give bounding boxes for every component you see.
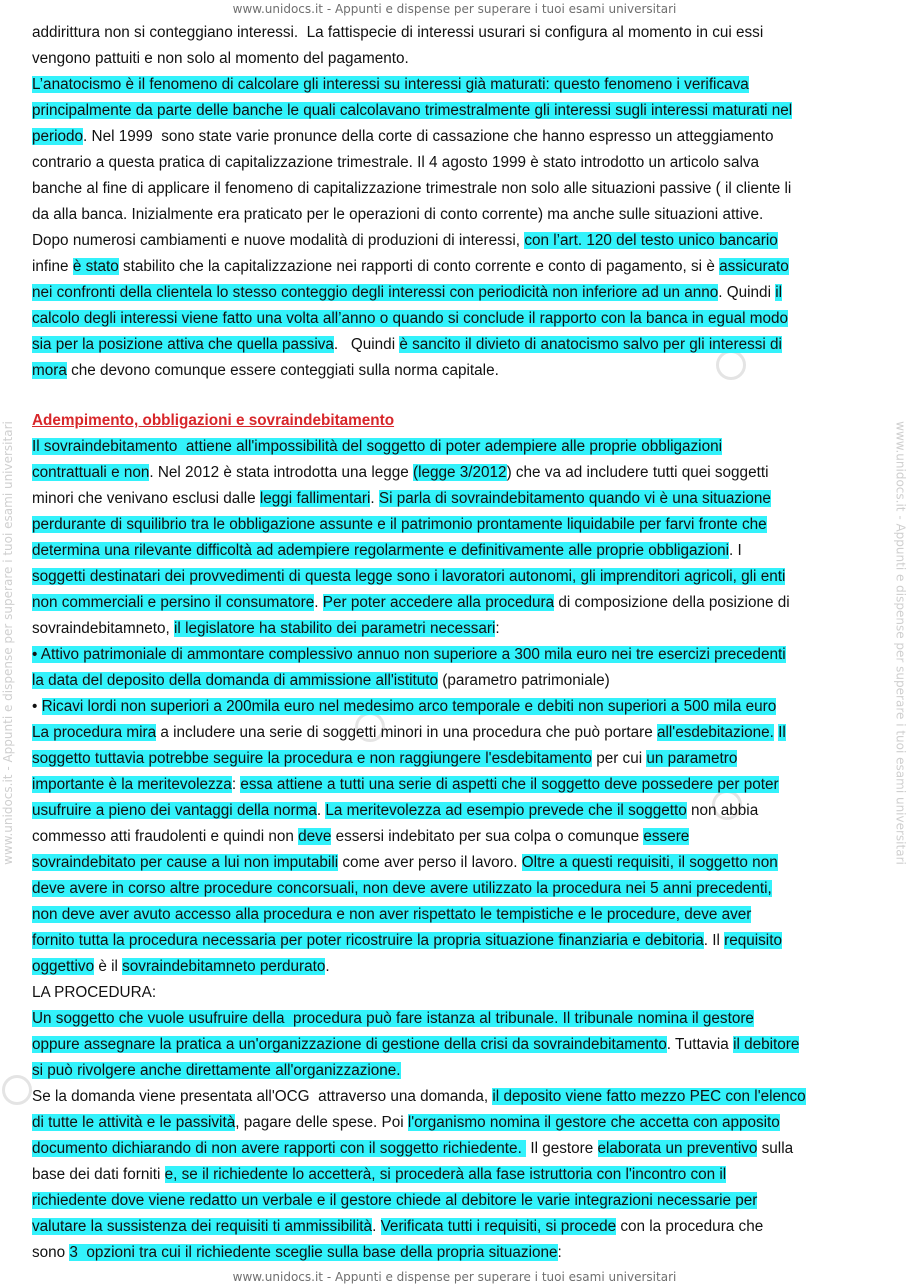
- text-span: addirittura non si conteggiano interessi. La fattispecie di interessi usurari si configura al momento in cui essi: [32, 24, 764, 41]
- text-span: sulla: [757, 1140, 794, 1157]
- highlighted-text: sovraindebitamneto perdurato: [122, 958, 326, 975]
- text-line: [32, 98, 792, 124]
- highlighted-text: essa attiene a tutti una serie di aspetti che il soggetto deve possedere per poter: [240, 776, 779, 793]
- text-line: [32, 1110, 780, 1136]
- text-line: [32, 434, 722, 460]
- text-span: . I: [729, 542, 742, 559]
- text-span: . Quindi: [718, 284, 776, 301]
- text-line: [32, 1162, 726, 1188]
- text-span: (parametro patrimoniale): [437, 672, 610, 689]
- text-line: [32, 486, 771, 512]
- highlighted-text: valutare la sussistenza dei requisiti ti ammissibilità: [32, 1218, 373, 1235]
- highlighted-text: La procedura mira: [32, 724, 157, 741]
- highlighted-text: importante è la meritevolezza: [32, 776, 232, 793]
- highlighted-text: periodo: [32, 128, 84, 145]
- text-line: [32, 202, 763, 228]
- text-span: Adempimento, obbligazioni e sovraindebitamento: [32, 412, 395, 429]
- text-line: [32, 642, 786, 668]
- highlighted-text: essere: [643, 828, 690, 845]
- highlighted-text: Un soggetto che vuole usufruire della procedura può fare istanza al tribunale. Il tribunale nomina il gestore: [32, 1010, 754, 1027]
- text-span: non abbia: [686, 802, 759, 819]
- text-span: con la procedura che: [616, 1218, 764, 1235]
- text-line: [32, 72, 749, 98]
- text-line: [32, 306, 788, 332]
- highlighted-text: requisito: [724, 932, 782, 949]
- text-span: che devono comunque essere conteggiati sulla norma capitale.: [66, 362, 499, 379]
- text-line: [32, 1214, 763, 1240]
- watermark-header: www.unidocs.it - Appunti e dispense per superare i tuoi esami universitari: [232, 2, 677, 16]
- highlighted-text: sia per la posizione attiva che quella passiva: [32, 336, 334, 353]
- highlighted-text: Il: [778, 724, 786, 741]
- highlighted-text: si può rivolgere anche direttamente all'organizzazione.: [32, 1062, 401, 1079]
- highlighted-text: leggi fallimentari: [259, 490, 371, 507]
- highlighted-text: soggetti destinatari dei provvedimenti di questa legge sono i lavoratori autonomi, gli imprenditori agricoli, gli enti: [32, 568, 786, 585]
- highlighted-text: soggetto tuttavia potrebbe seguire la procedura e non raggiungere l'esdebitamento: [32, 750, 592, 767]
- text-line: [32, 824, 689, 850]
- highlighted-text: contrattuali e non: [32, 464, 150, 481]
- highlighted-text: non deve aver avuto accesso alla procedura e non aver rispettato le tempistiche e le procedure, deve aver: [32, 906, 752, 923]
- text-span: . Quindi: [333, 336, 400, 353]
- text-line: [32, 538, 742, 564]
- text-line: [32, 564, 785, 590]
- text-span: . Nel 1999 sono state varie pronunce della corte di cassazione che hanno espresso un atteggiamento: [83, 128, 774, 145]
- text-span: .: [325, 958, 330, 975]
- text-line: [32, 1058, 401, 1084]
- text-line: [32, 720, 786, 746]
- text-span: :: [231, 776, 241, 793]
- text-span: . Nel 2012 è stata introdotta una legge: [149, 464, 413, 481]
- text-span: ) che va ad includere tutti quei soggetti: [506, 464, 769, 481]
- highlighted-text: sovraindebitato per cause a lui non imputabili: [32, 854, 339, 871]
- text-span: .: [370, 490, 379, 507]
- highlighted-text: mora: [32, 362, 67, 379]
- highlighted-text: oggettivo: [32, 958, 95, 975]
- text-line: [32, 124, 774, 150]
- text-line: [32, 590, 790, 616]
- highlighted-text: il deposito viene fatto mezzo PEC con l'elenco: [492, 1088, 806, 1105]
- unidocs-logo-icon: [2, 1075, 32, 1105]
- highlighted-text: elaborata un preventivo: [597, 1140, 758, 1157]
- text-span: vengono pattuiti e non solo al momento del pagamento.: [32, 50, 409, 67]
- highlighted-text: Per poter accedere alla procedura: [322, 594, 555, 611]
- text-span: .: [316, 802, 326, 819]
- text-span: LA PROCEDURA:: [32, 984, 157, 1001]
- text-line: [32, 358, 499, 384]
- text-span: commesso atti fraudolenti e quindi non: [32, 828, 299, 845]
- highlighted-text: è sancito il divieto di anatocismo salvo per gli interessi di: [399, 336, 782, 353]
- text-span: infine: [32, 258, 73, 275]
- text-line: [32, 876, 772, 902]
- text-line: [32, 772, 779, 798]
- text-line: [32, 1240, 562, 1266]
- text-span: per cui: [591, 750, 647, 767]
- text-span: di composizione della posizione di: [554, 594, 790, 611]
- highlighted-text: Si parla di sovraindebitamento quando vi è una situazione: [378, 490, 771, 507]
- text-span: essersi indebitato per sua colpa o comunque: [331, 828, 644, 845]
- text-line: [32, 1032, 799, 1058]
- highlighted-text: documento dichiarando di non avere rapporti con il soggetto richiedente.: [32, 1140, 527, 1157]
- text-span: sono: [32, 1244, 70, 1261]
- highlighted-text: 3 opzioni tra cui il richiedente sceglie sulla base della propria situazione: [69, 1244, 558, 1261]
- watermark-right: www.unidocs.it - Appunti e dispense per superare i tuoi esami universitari: [894, 421, 908, 865]
- text-line: [32, 332, 782, 358]
- highlighted-text: è stato: [72, 258, 119, 275]
- text-span: minori che venivano esclusi dalle: [32, 490, 260, 507]
- text-span: . Il: [703, 932, 725, 949]
- text-span: .: [314, 594, 323, 611]
- text-line: [32, 1188, 757, 1214]
- text-line: [32, 954, 330, 980]
- highlighted-text: L’anatocismo è il fenomeno di calcolare gli interessi su interessi già maturati: questo fenomeno i verificava: [32, 76, 749, 93]
- highlighted-text: non commerciali e persino il consumatore: [32, 594, 315, 611]
- text-line: [32, 668, 610, 694]
- highlighted-text: Verificata tutti i requisiti, si procede: [380, 1218, 617, 1235]
- highlighted-text: deve: [298, 828, 332, 845]
- text-span: . Tuttavia: [666, 1036, 734, 1053]
- text-span: è il: [94, 958, 123, 975]
- text-span: stabilito che la capitalizzazione nei rapporti di conto corrente e conto di pagamento, si è: [118, 258, 720, 275]
- text-span: .: [372, 1218, 381, 1235]
- text-span: :: [557, 1244, 562, 1261]
- text-line: [32, 228, 778, 254]
- text-line: [32, 1136, 793, 1162]
- text-span: sovraindebitamneto,: [32, 620, 175, 637]
- highlighted-text: calcolo degli interessi viene fatto una volta all’anno o quando si conclude il rapporto con la banca in egual modo: [32, 310, 788, 327]
- section-heading: [32, 408, 394, 434]
- text-span: contrario a questa pratica di capitalizzazione trimestrale. Il 4 agosto 1999 è stato introdotto un articolo salva: [32, 154, 760, 171]
- text-span: •: [32, 698, 42, 715]
- text-span: Il gestore: [526, 1140, 598, 1157]
- highlighted-text: di tutte le attività e le passività: [32, 1114, 236, 1131]
- text-line: [32, 798, 758, 824]
- highlighted-text: un parametro: [646, 750, 738, 767]
- text-line: [32, 694, 776, 720]
- highlighted-text: assicurato: [719, 258, 789, 275]
- highlighted-text: Oltre a questi requisiti, il soggetto non: [521, 854, 778, 871]
- text-line: [32, 176, 791, 202]
- text-line: [32, 616, 500, 642]
- highlighted-text: usufruire a pieno dei vantaggi della norma: [32, 802, 317, 819]
- highlighted-text: richiedente dove viene redatto un verbale e il gestore chiede al debitore le varie integrazioni necessarie per: [32, 1192, 758, 1209]
- text-line: [32, 280, 782, 306]
- highlighted-text: il: [775, 284, 783, 301]
- text-span: come aver perso il lavoro.: [338, 854, 522, 871]
- text-span: banche al fine di applicare il fenomeno di capitalizzazione trimestrale non solo alle situazioni passive ( il cliente li: [32, 180, 792, 197]
- highlighted-text: perdurante di squilibrio tra le obbligazione assunte e il patrimonio prontamente liquidabile per farvi fronte che: [32, 516, 767, 533]
- text-line: [32, 928, 782, 954]
- watermark-left: www.unidocs.it - Appunti e dispense per superare i tuoi esami universitari: [1, 421, 15, 865]
- watermark-footer: www.unidocs.it - Appunti e dispense per superare i tuoi esami universitari: [232, 1270, 677, 1284]
- highlighted-text: il debitore: [733, 1036, 800, 1053]
- highlighted-text: l'organismo nomina il gestore che accetta con apposito: [407, 1114, 780, 1131]
- text-line: [32, 902, 751, 928]
- text-span: Se la domanda viene presentata all'OCG attraverso una domanda,: [32, 1088, 493, 1105]
- highlighted-text: con l’art. 120 del testo unico bancario: [524, 232, 778, 249]
- highlighted-text: oppure assegnare la pratica a un'organizzazione di gestione della crisi da sovraindebitamento: [32, 1036, 667, 1053]
- highlighted-text: la data del deposito della domanda di ammissione all'istituto: [32, 672, 438, 689]
- text-line: [32, 1084, 806, 1110]
- highlighted-text: (legge 3/2012: [413, 464, 507, 481]
- text-span: :: [495, 620, 500, 637]
- highlighted-text: Il sovraindebitamento attiene all'impossibilità del soggetto di poter adempiere alle proprie obbligazioni: [32, 438, 722, 455]
- highlighted-text: fornito tutta la procedura necessaria per poter ricostruire la propria situazione finanziaria e debitoria: [32, 932, 704, 949]
- highlighted-text: determina una rilevante difficoltà ad adempiere regolarmente e definitivamente alle proprie obbligazioni: [32, 542, 729, 559]
- text-span: a includere una serie di soggetti minori in una procedura che può portare: [156, 724, 657, 741]
- text-line: [32, 254, 789, 280]
- text-line: [32, 1006, 754, 1032]
- highlighted-text: deve avere in corso altre procedure concorsuali, non deve avere utilizzato la procedura nei 5 anni precedenti,: [32, 880, 772, 897]
- text-span: da alla banca. Inizialmente era praticato per le operazioni di conto corrente) ma anche sulle situazioni attive.: [32, 206, 764, 223]
- highlighted-text: all'esdebitazione.: [657, 724, 774, 741]
- text-span: , pagare delle spese. Poi: [235, 1114, 408, 1131]
- text-line: [32, 150, 759, 176]
- highlighted-text: • Attivo patrimoniale di ammontare complessivo annuo non superiore a 300 mila euro nei tre esercizi precedenti: [32, 646, 786, 663]
- highlighted-text: nei confronti della clientela lo stesso conteggio degli interessi con periodicità non inferiore ad un anno: [32, 284, 719, 301]
- text-line: [32, 46, 409, 72]
- text-span: base dei dati forniti: [32, 1166, 165, 1183]
- text-line: [32, 746, 737, 772]
- highlighted-text: principalmente da parte delle banche le quali calcolavano trimestralmente gli interessi sugli interessi maturati nel: [32, 102, 793, 119]
- text-line: [32, 20, 763, 46]
- text-line: [32, 460, 768, 486]
- text-line: [32, 850, 778, 876]
- text-line: [32, 980, 156, 1006]
- highlighted-text: il legislatore ha stabilito dei parametri necessari: [174, 620, 496, 637]
- text-line: [32, 512, 767, 538]
- highlighted-text: La meritevolezza ad esempio prevede che il soggetto: [325, 802, 687, 819]
- highlighted-text: e, se il richiedente lo accetterà, si procederà alla fase istruttoria con l'incontro con il: [164, 1166, 727, 1183]
- text-span: Dopo numerosi cambiamenti e nuove modalità di produzioni di interessi,: [32, 232, 525, 249]
- highlighted-text: Ricavi lordi non superiori a 200mila euro nel medesimo arco temporale e debiti non superiori a 500 mila euro: [41, 698, 777, 715]
